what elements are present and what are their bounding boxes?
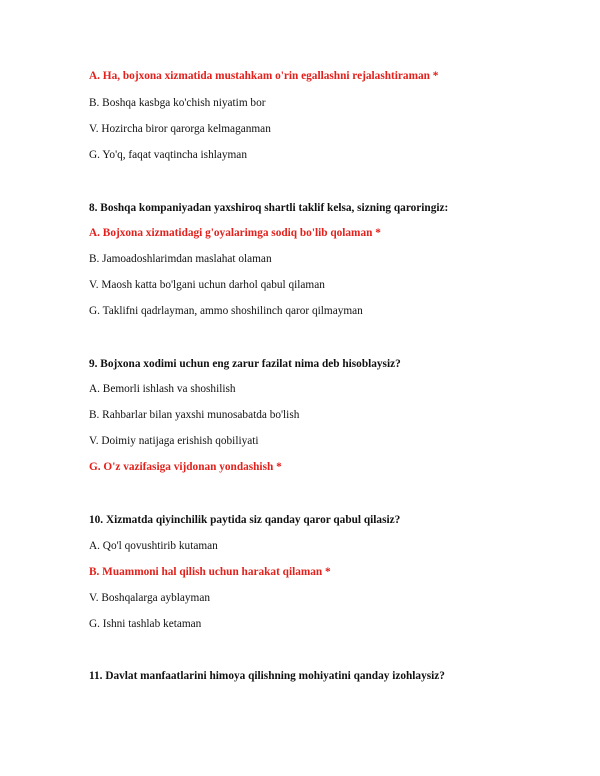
answer-option: A. Bemorli ishlash va shoshilish bbox=[89, 383, 236, 395]
answer-option: G. Taklifni qadrlayman, ammo shoshilinch qaror qilmayman bbox=[89, 305, 363, 317]
question-8: 8. Boshqa kompaniyadan yaxshiroq shartli taklif kelsa, sizning qaroringiz: bbox=[89, 202, 449, 214]
answer-option-correct: A. Bojxona xizmatidagi g'oyalarimga sodiq bo'lib qolaman * bbox=[89, 227, 381, 239]
answer-option: V. Maosh katta bo'lgani uchun darhol qabul qilaman bbox=[89, 279, 325, 291]
answer-option: B. Jamoadoshlarimdan maslahat olaman bbox=[89, 253, 272, 265]
answer-option: B. Rahbarlar bilan yaxshi munosabatda bo'lish bbox=[89, 409, 300, 421]
question-10: 10. Xizmatda qiyinchilik paytida siz qanday qaror qabul qilasiz? bbox=[89, 514, 401, 526]
answer-option: G. Ishni tashlab ketaman bbox=[89, 618, 202, 630]
answer-option: V. Boshqalarga ayblayman bbox=[89, 592, 210, 604]
question-9: 9. Bojxona xodimi uchun eng zarur fazilat nima deb hisoblaysiz? bbox=[89, 358, 401, 370]
answer-option: V. Hozircha biror qarorga kelmaganman bbox=[89, 123, 271, 135]
answer-option: G. Yo'q, faqat vaqtincha ishlayman bbox=[89, 149, 247, 161]
question-11: 11. Davlat manfaatlarini himoya qilishning mohiyatini qanday izohlaysiz? bbox=[89, 670, 445, 682]
answer-option: V. Doimiy natijaga erishish qobiliyati bbox=[89, 435, 259, 447]
answer-option-correct: G. O'z vazifasiga vijdonan yondashish * bbox=[89, 461, 282, 473]
answer-option: A. Qo'l qovushtirib kutaman bbox=[89, 540, 218, 552]
answer-option-correct: A. Ha, bojxona xizmatida mustahkam o'rin egallashni rejalashtiraman * bbox=[89, 70, 439, 82]
answer-option: B. Boshqa kasbga ko'chish niyatim bor bbox=[89, 97, 266, 109]
answer-option-correct: B. Muammoni hal qilish uchun harakat qilaman * bbox=[89, 566, 331, 578]
